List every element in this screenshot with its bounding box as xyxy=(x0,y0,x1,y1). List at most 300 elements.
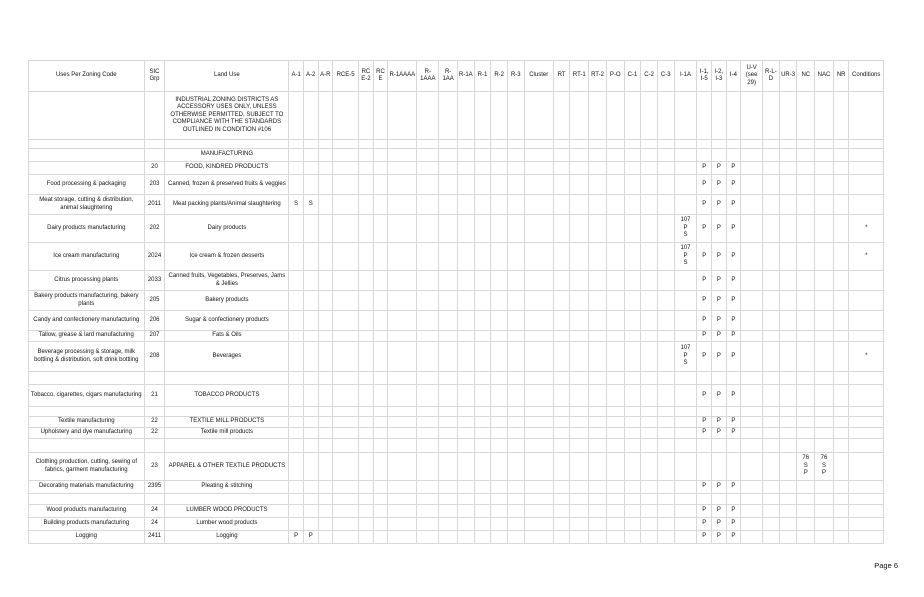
zone-cell xyxy=(553,92,570,140)
zone-cell xyxy=(833,518,849,531)
zone-cell xyxy=(797,92,815,140)
zone-cell xyxy=(657,518,674,531)
zone-cell xyxy=(333,243,359,271)
zone-cell xyxy=(779,195,797,215)
zone-cell xyxy=(524,92,553,140)
zone-cell xyxy=(507,494,524,505)
zone-cell xyxy=(833,481,849,494)
zone-cell xyxy=(474,331,491,342)
column-header: UR-3 xyxy=(779,61,797,92)
zone-cell xyxy=(388,453,417,481)
zone-cell xyxy=(359,271,374,291)
table-row xyxy=(29,215,884,243)
zone-cell xyxy=(333,195,359,215)
zone-cell xyxy=(741,505,763,518)
table-row xyxy=(29,311,884,331)
zone-cell xyxy=(553,243,570,271)
zone-cell xyxy=(641,385,658,407)
sic-cell: 22 xyxy=(144,417,165,428)
zone-cell xyxy=(318,531,333,544)
zone-cell xyxy=(289,331,304,342)
zone-cell xyxy=(507,531,524,544)
zone-cell xyxy=(553,175,570,195)
table-row xyxy=(29,407,884,417)
zone-cell xyxy=(641,428,658,439)
zone-cell xyxy=(458,372,475,385)
zone-cell xyxy=(741,372,763,385)
zone-cell xyxy=(373,372,388,385)
zone-cell xyxy=(606,494,624,505)
zone-cell xyxy=(417,140,439,149)
zone-cell xyxy=(439,481,458,494)
zone-cell: P xyxy=(726,243,741,271)
zone-cell xyxy=(849,417,884,428)
zone-cell xyxy=(589,385,607,407)
zone-cell xyxy=(289,417,304,428)
zone-cell xyxy=(624,175,641,195)
zone-cell xyxy=(779,311,797,331)
zone-cell xyxy=(359,175,374,195)
zone-cell xyxy=(726,372,741,385)
zone-cell xyxy=(388,505,417,518)
zone-cell xyxy=(849,140,884,149)
zone-cell: P xyxy=(726,505,741,518)
zone-cell xyxy=(570,291,589,311)
zone-cell: 76 S P xyxy=(797,453,815,481)
zone-cell xyxy=(763,271,780,291)
zone-cell xyxy=(439,311,458,331)
zone-cell xyxy=(674,331,697,342)
zone-cell xyxy=(849,92,884,140)
zone-cell xyxy=(779,453,797,481)
zone-cell xyxy=(641,439,658,453)
zone-cell xyxy=(439,331,458,342)
sic-cell: 24 xyxy=(144,518,165,531)
zone-cell xyxy=(524,407,553,417)
zone-cell xyxy=(303,291,318,311)
zone-cell xyxy=(333,372,359,385)
zone-cell: P xyxy=(726,311,741,331)
zone-cell xyxy=(507,195,524,215)
zone-cell xyxy=(657,372,674,385)
zone-cell xyxy=(641,140,658,149)
zone-cell xyxy=(763,505,780,518)
zone-cell xyxy=(833,311,849,331)
zone-cell xyxy=(417,162,439,175)
zone-cell xyxy=(474,243,491,271)
zone-cell xyxy=(674,311,697,331)
zone-cell: P xyxy=(712,243,727,271)
table-row xyxy=(29,428,884,439)
zone-cell xyxy=(570,428,589,439)
zone-cell xyxy=(741,481,763,494)
zone-cell xyxy=(849,311,884,331)
zone-cell xyxy=(741,453,763,481)
zone-cell xyxy=(388,417,417,428)
zone-cell xyxy=(797,175,815,195)
zone-cell xyxy=(458,518,475,531)
table-header-row xyxy=(29,61,884,92)
zone-cell xyxy=(553,271,570,291)
sic-cell: 202 xyxy=(144,215,165,243)
zone-cell xyxy=(779,149,797,162)
zone-cell xyxy=(763,92,780,140)
zone-cell xyxy=(491,439,508,453)
zone-cell: P xyxy=(697,481,712,494)
land-use-cell xyxy=(165,407,289,417)
zone-cell xyxy=(624,407,641,417)
zone-cell xyxy=(474,175,491,195)
zone-cell: P xyxy=(289,531,304,544)
zone-cell: 107 P S xyxy=(674,215,697,243)
zone-cell xyxy=(439,271,458,291)
use-cell: Bakery products manufacturing, bakery plants xyxy=(29,291,145,311)
zone-cell: P xyxy=(726,215,741,243)
zone-cell: * xyxy=(849,342,884,372)
zone-cell xyxy=(524,175,553,195)
zone-cell xyxy=(507,243,524,271)
zone-cell xyxy=(318,92,333,140)
use-cell: Upholstery and dye manufacturing xyxy=(29,428,145,439)
zone-cell xyxy=(388,162,417,175)
zone-cell xyxy=(458,385,475,407)
zone-cell xyxy=(833,531,849,544)
zone-cell xyxy=(657,494,674,505)
zone-cell xyxy=(289,342,304,372)
zone-cell xyxy=(333,453,359,481)
zone-cell xyxy=(570,162,589,175)
zone-cell xyxy=(507,215,524,243)
zone-cell xyxy=(439,494,458,505)
zone-cell xyxy=(624,140,641,149)
zone-cell xyxy=(641,175,658,195)
zone-cell xyxy=(570,331,589,342)
zone-cell xyxy=(524,453,553,481)
zone-cell xyxy=(589,175,607,195)
column-header: NR xyxy=(833,61,849,92)
zone-cell xyxy=(491,140,508,149)
zone-cell xyxy=(641,407,658,417)
zone-cell xyxy=(815,149,834,162)
zone-cell xyxy=(570,342,589,372)
zone-cell xyxy=(303,215,318,243)
zone-cell xyxy=(289,140,304,149)
zone-cell xyxy=(388,140,417,149)
zone-cell xyxy=(815,243,834,271)
zone-cell xyxy=(458,291,475,311)
zone-cell: P xyxy=(712,417,727,428)
zone-cell xyxy=(797,481,815,494)
zone-cell xyxy=(417,518,439,531)
document-page xyxy=(28,60,884,544)
use-cell: Beverage processing & storage, milk bottling & distribution, soft drink bottling xyxy=(29,342,145,372)
zone-cell xyxy=(318,518,333,531)
zone-cell xyxy=(641,311,658,331)
zone-cell xyxy=(606,162,624,175)
zone-cell xyxy=(524,494,553,505)
zone-cell xyxy=(726,149,741,162)
column-header: R-1AA xyxy=(439,61,458,92)
land-use-cell xyxy=(165,439,289,453)
zone-cell: P xyxy=(726,342,741,372)
zone-cell xyxy=(570,243,589,271)
zone-cell xyxy=(674,494,697,505)
table-row xyxy=(29,531,884,544)
zone-cell xyxy=(303,439,318,453)
zone-cell xyxy=(570,407,589,417)
zone-cell xyxy=(289,439,304,453)
land-use-cell: TEXTILE MILL PRODUCTS xyxy=(165,417,289,428)
zone-cell xyxy=(624,531,641,544)
zone-cell xyxy=(474,149,491,162)
zone-cell: P xyxy=(726,428,741,439)
zone-cell: P xyxy=(697,175,712,195)
sic-cell: 20 xyxy=(144,162,165,175)
use-cell: Tallow, grease & lard manufacturing xyxy=(29,331,145,342)
land-use-cell: Sugar & confectionery products xyxy=(165,311,289,331)
zone-cell xyxy=(458,175,475,195)
zone-cell xyxy=(641,518,658,531)
zone-cell xyxy=(524,439,553,453)
zone-cell: * xyxy=(849,215,884,243)
zone-cell: P xyxy=(712,481,727,494)
zone-cell xyxy=(417,291,439,311)
zone-cell xyxy=(474,372,491,385)
zone-cell xyxy=(303,385,318,407)
zone-cell xyxy=(797,494,815,505)
zone-cell xyxy=(815,175,834,195)
column-header: Conditions xyxy=(849,61,884,92)
zone-cell xyxy=(333,494,359,505)
zone-cell xyxy=(570,453,589,481)
zone-cell xyxy=(674,92,697,140)
zone-cell xyxy=(624,342,641,372)
zone-cell xyxy=(570,215,589,243)
zone-cell xyxy=(303,481,318,494)
table-row xyxy=(29,439,884,453)
zone-cell xyxy=(570,195,589,215)
zone-cell xyxy=(624,215,641,243)
zone-cell xyxy=(657,291,674,311)
zone-cell xyxy=(763,331,780,342)
zone-cell xyxy=(388,428,417,439)
zone-cell xyxy=(815,407,834,417)
zone-cell xyxy=(474,291,491,311)
zone-cell xyxy=(359,439,374,453)
zone-cell xyxy=(373,291,388,311)
sic-cell xyxy=(144,439,165,453)
zone-cell xyxy=(474,195,491,215)
sic-cell: 22 xyxy=(144,428,165,439)
zone-cell xyxy=(589,92,607,140)
zone-cell xyxy=(524,195,553,215)
zone-cell xyxy=(524,342,553,372)
zone-cell xyxy=(779,372,797,385)
zone-cell xyxy=(318,291,333,311)
zone-cell xyxy=(657,271,674,291)
zone-cell xyxy=(373,494,388,505)
zone-cell xyxy=(657,481,674,494)
column-header: R-1AAA xyxy=(417,61,439,92)
land-use-cell: APPAREL & OTHER TEXTILE PRODUCTS xyxy=(165,453,289,481)
zone-cell xyxy=(359,195,374,215)
zone-cell xyxy=(712,453,727,481)
zone-cell xyxy=(741,494,763,505)
zone-cell: P xyxy=(726,481,741,494)
table-row xyxy=(29,453,884,481)
zone-cell xyxy=(606,92,624,140)
zone-cell xyxy=(458,428,475,439)
zone-cell xyxy=(606,331,624,342)
zone-cell xyxy=(491,175,508,195)
table-row xyxy=(29,342,884,372)
table-row xyxy=(29,243,884,271)
zone-cell xyxy=(674,195,697,215)
zone-cell xyxy=(849,505,884,518)
use-cell xyxy=(29,92,145,140)
zone-cell xyxy=(763,417,780,428)
zone-cell xyxy=(458,311,475,331)
zone-cell xyxy=(417,331,439,342)
zone-cell: P xyxy=(697,311,712,331)
zone-cell xyxy=(741,407,763,417)
zone-cell xyxy=(458,407,475,417)
zone-cell xyxy=(589,428,607,439)
zone-cell xyxy=(417,407,439,417)
zone-cell xyxy=(833,195,849,215)
zone-cell xyxy=(779,494,797,505)
zone-cell xyxy=(589,331,607,342)
zone-cell xyxy=(289,428,304,439)
zone-cell xyxy=(439,385,458,407)
zone-cell xyxy=(553,311,570,331)
zone-cell xyxy=(507,439,524,453)
zone-cell xyxy=(388,494,417,505)
zone-cell xyxy=(833,149,849,162)
zone-cell xyxy=(303,505,318,518)
column-header: RT-2 xyxy=(589,61,607,92)
zone-cell xyxy=(417,505,439,518)
zone-cell xyxy=(815,481,834,494)
zone-cell xyxy=(318,494,333,505)
zone-cell xyxy=(474,439,491,453)
zone-cell: P xyxy=(726,518,741,531)
zone-cell xyxy=(815,428,834,439)
zone-cell xyxy=(507,271,524,291)
zone-cell xyxy=(458,243,475,271)
zone-cell xyxy=(553,439,570,453)
zone-cell xyxy=(570,311,589,331)
zone-cell xyxy=(303,342,318,372)
zone-cell xyxy=(624,372,641,385)
zone-cell xyxy=(589,342,607,372)
land-use-cell: Textile mill products xyxy=(165,428,289,439)
column-header: SIC Grp xyxy=(144,61,165,92)
zone-cell xyxy=(507,428,524,439)
zone-cell xyxy=(491,215,508,243)
zone-cell xyxy=(289,243,304,271)
zone-cell xyxy=(417,531,439,544)
table-row xyxy=(29,494,884,505)
zone-cell xyxy=(491,417,508,428)
zone-cell xyxy=(318,271,333,291)
zone-cell xyxy=(359,243,374,271)
zone-cell xyxy=(474,342,491,372)
zone-cell xyxy=(606,140,624,149)
zone-cell xyxy=(624,243,641,271)
zone-cell xyxy=(674,531,697,544)
zone-cell xyxy=(849,331,884,342)
zone-cell xyxy=(359,140,374,149)
zone-cell xyxy=(570,505,589,518)
zone-cell xyxy=(797,162,815,175)
zone-cell xyxy=(303,149,318,162)
use-cell: Building products manufacturing xyxy=(29,518,145,531)
table-row xyxy=(29,331,884,342)
zone-cell xyxy=(797,385,815,407)
zone-cell xyxy=(553,505,570,518)
zone-cell xyxy=(333,417,359,428)
zone-cell xyxy=(779,291,797,311)
zone-cell xyxy=(474,271,491,291)
zone-cell xyxy=(439,175,458,195)
zone-cell xyxy=(589,453,607,481)
zone-cell xyxy=(388,439,417,453)
zone-cell xyxy=(373,271,388,291)
zone-cell xyxy=(589,215,607,243)
zone-cell xyxy=(624,311,641,331)
zone-cell xyxy=(553,407,570,417)
zone-cell xyxy=(849,385,884,407)
zone-cell xyxy=(491,531,508,544)
zone-cell xyxy=(373,453,388,481)
zone-cell xyxy=(589,162,607,175)
zone-cell xyxy=(641,291,658,311)
zone-cell xyxy=(657,195,674,215)
zone-cell xyxy=(641,494,658,505)
zone-cell xyxy=(674,518,697,531)
zone-cell xyxy=(491,342,508,372)
zone-cell xyxy=(849,453,884,481)
zone-cell xyxy=(606,291,624,311)
zone-cell xyxy=(303,92,318,140)
zone-cell xyxy=(712,372,727,385)
zone-cell xyxy=(657,162,674,175)
zone-cell xyxy=(624,505,641,518)
zone-cell xyxy=(815,92,834,140)
zone-cell xyxy=(388,149,417,162)
zone-cell xyxy=(474,417,491,428)
zone-cell xyxy=(318,428,333,439)
zone-cell xyxy=(289,505,304,518)
zone-cell xyxy=(474,481,491,494)
zone-cell: P xyxy=(712,342,727,372)
zone-cell xyxy=(507,311,524,331)
zone-cell xyxy=(507,92,524,140)
zone-cell: P xyxy=(712,271,727,291)
zone-cell xyxy=(439,92,458,140)
zone-cell xyxy=(589,271,607,291)
zone-cell xyxy=(849,175,884,195)
zone-cell xyxy=(439,439,458,453)
zone-cell: P xyxy=(697,331,712,342)
column-header: A-2 xyxy=(303,61,318,92)
zone-cell xyxy=(318,311,333,331)
zone-cell xyxy=(318,342,333,372)
zone-cell xyxy=(815,417,834,428)
zone-cell xyxy=(797,331,815,342)
zone-cell: P xyxy=(697,215,712,243)
